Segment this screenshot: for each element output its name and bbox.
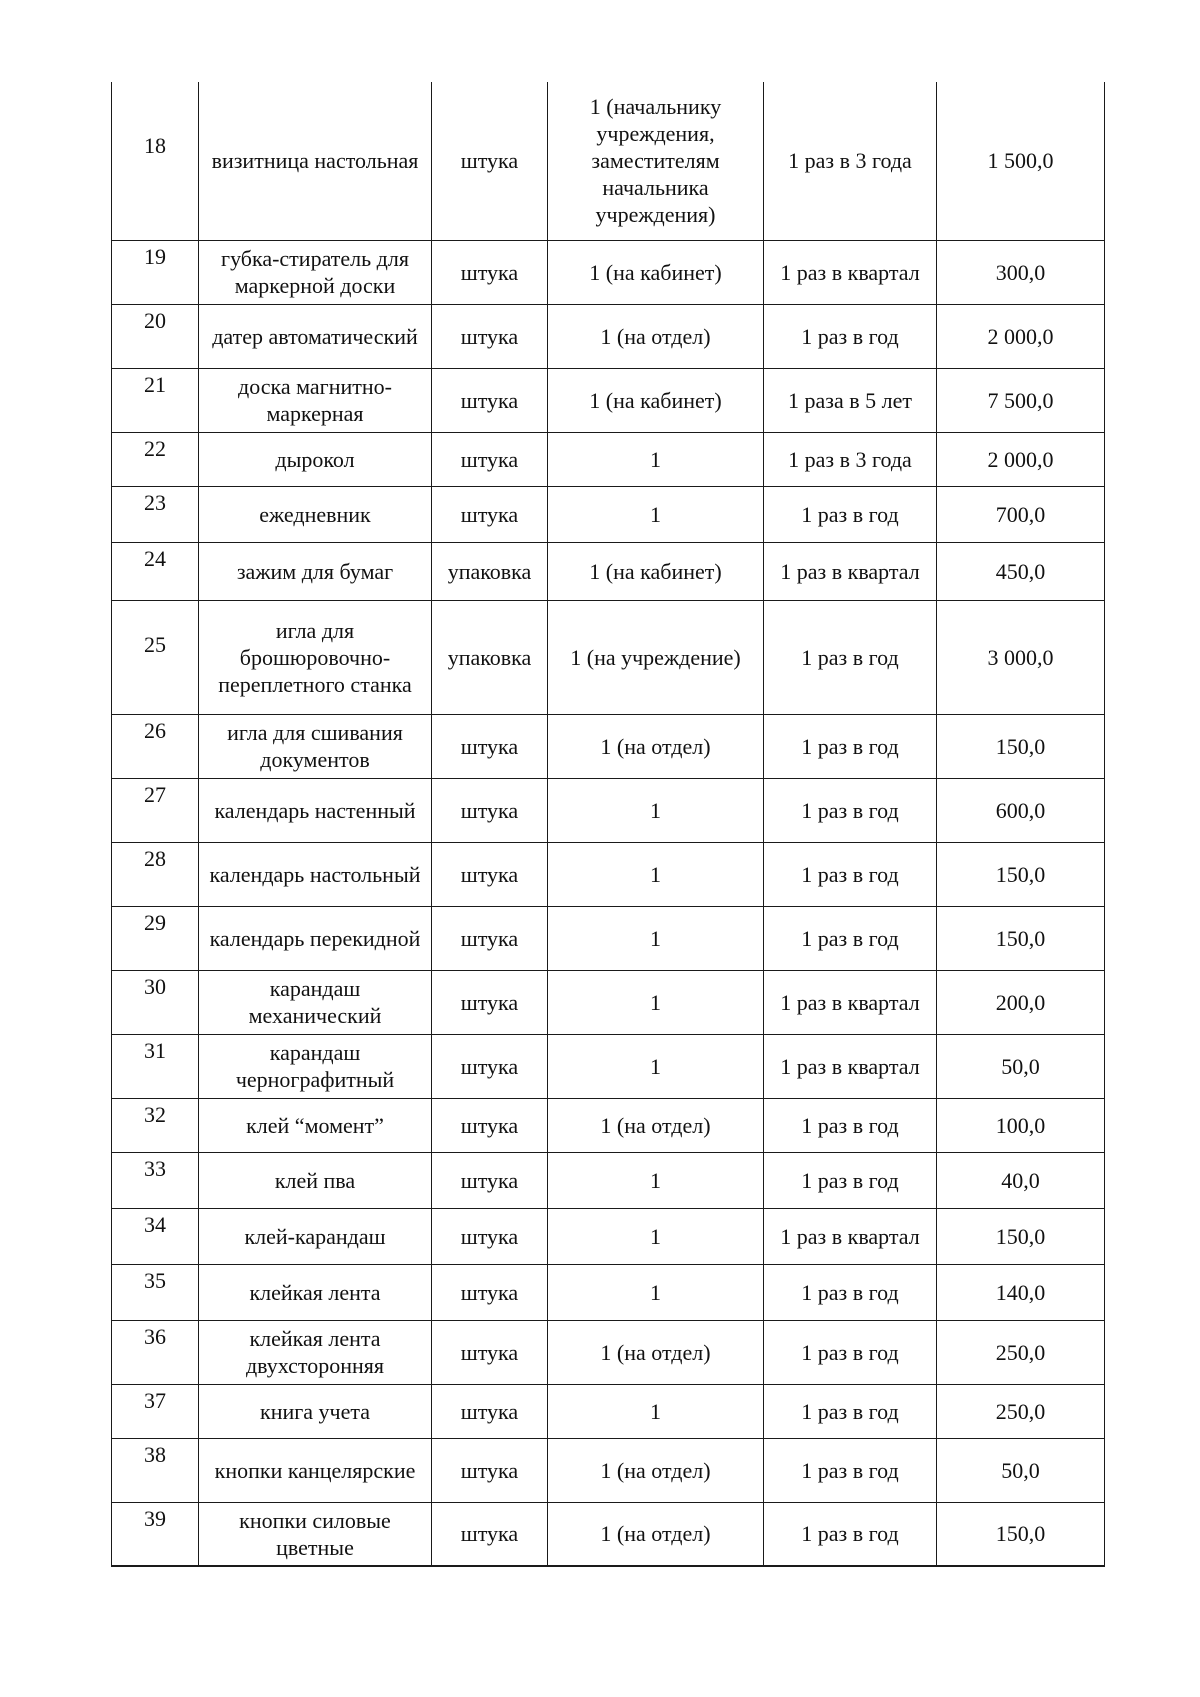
period-cell: 1 раз в год [764, 1098, 937, 1152]
table-row [112, 1034, 1105, 1098]
quantity-cell: 1 (на отдел) [548, 1320, 764, 1384]
quantity-cell: 1 (на кабинет) [548, 368, 764, 432]
price-cell: 140,0 [937, 1264, 1105, 1320]
table-row [112, 1384, 1105, 1438]
table-row [112, 486, 1105, 542]
period-cell: 1 раз в год [764, 1502, 937, 1566]
quantity-cell: 1 [548, 1264, 764, 1320]
table-row [112, 778, 1105, 842]
period-cell: 1 раз в год [764, 714, 937, 778]
price-cell: 150,0 [937, 714, 1105, 778]
item-name-cell: визитница настольная [199, 82, 432, 240]
unit-cell: штука [432, 842, 548, 906]
unit-cell: упаковка [432, 542, 548, 600]
period-cell: 1 раз в год [764, 304, 937, 368]
item-name-cell: датер автоматический [199, 304, 432, 368]
unit-cell: штука [432, 486, 548, 542]
price-cell: 700,0 [937, 486, 1105, 542]
item-number-cell: 37 [112, 1384, 199, 1438]
price-cell: 150,0 [937, 842, 1105, 906]
item-number-cell: 25 [112, 600, 199, 714]
item-number-cell: 29 [112, 906, 199, 970]
quantity-cell: 1 [548, 1208, 764, 1264]
item-name-cell: карандаш механический [199, 970, 432, 1034]
quantity-cell: 1 [548, 486, 764, 542]
unit-cell: штука [432, 368, 548, 432]
unit-cell: штука [432, 1320, 548, 1384]
item-number-cell: 32 [112, 1098, 199, 1152]
price-cell: 250,0 [937, 1384, 1105, 1438]
item-name-cell: зажим для бумаг [199, 542, 432, 600]
table-row [112, 1264, 1105, 1320]
unit-cell: штука [432, 1502, 548, 1566]
item-name-cell: книга учета [199, 1384, 432, 1438]
item-name-cell: игла для брошюровочно-переплетного станка [199, 600, 432, 714]
item-name-cell: клей “момент” [199, 1098, 432, 1152]
unit-cell: штука [432, 778, 548, 842]
item-name-cell: ежедневник [199, 486, 432, 542]
quantity-cell: 1 (на кабинет) [548, 542, 764, 600]
period-cell: 1 раз в квартал [764, 1034, 937, 1098]
item-number-cell: 34 [112, 1208, 199, 1264]
price-cell: 3 000,0 [937, 600, 1105, 714]
table-row [112, 82, 1105, 240]
price-cell: 600,0 [937, 778, 1105, 842]
unit-cell: штука [432, 1438, 548, 1502]
price-cell: 50,0 [937, 1438, 1105, 1502]
price-cell: 300,0 [937, 240, 1105, 304]
unit-cell: упаковка [432, 600, 548, 714]
item-name-cell: календарь настенный [199, 778, 432, 842]
unit-cell: штука [432, 240, 548, 304]
table-row [112, 842, 1105, 906]
table-row [112, 542, 1105, 600]
period-cell: 1 раз в квартал [764, 240, 937, 304]
item-name-cell: клей-карандаш [199, 1208, 432, 1264]
quantity-cell: 1 [548, 1384, 764, 1438]
period-cell: 1 раз в год [764, 842, 937, 906]
item-name-cell: доска магнитно-маркерная [199, 368, 432, 432]
period-cell: 1 раз в год [764, 1152, 937, 1208]
table-row [112, 1438, 1105, 1502]
quantity-cell: 1 [548, 432, 764, 486]
table-row [112, 304, 1105, 368]
price-cell: 2 000,0 [937, 304, 1105, 368]
table-row [112, 1320, 1105, 1384]
unit-cell: штука [432, 432, 548, 486]
quantity-cell: 1 (на кабинет) [548, 240, 764, 304]
norms-table [111, 82, 1105, 1567]
item-number-cell: 33 [112, 1152, 199, 1208]
item-number-cell: 27 [112, 778, 199, 842]
item-number-cell: 19 [112, 240, 199, 304]
item-name-cell: клейкая лента [199, 1264, 432, 1320]
period-cell: 1 раз в 3 года [764, 82, 937, 240]
item-number-cell: 22 [112, 432, 199, 486]
table-row [112, 906, 1105, 970]
quantity-cell: 1 (на отдел) [548, 1438, 764, 1502]
unit-cell: штука [432, 1384, 548, 1438]
unit-cell: штука [432, 1264, 548, 1320]
period-cell: 1 раз в год [764, 906, 937, 970]
table-row [112, 600, 1105, 714]
table-row [112, 240, 1105, 304]
quantity-cell: 1 (на отдел) [548, 304, 764, 368]
period-cell: 1 раз в год [764, 1384, 937, 1438]
item-number-cell: 18 [112, 82, 199, 240]
item-name-cell: клей пва [199, 1152, 432, 1208]
price-cell: 150,0 [937, 906, 1105, 970]
table-row [112, 1098, 1105, 1152]
item-number-cell: 28 [112, 842, 199, 906]
quantity-cell: 1 [548, 1034, 764, 1098]
item-name-cell: календарь перекидной [199, 906, 432, 970]
period-cell: 1 раз в год [764, 486, 937, 542]
unit-cell: штука [432, 1098, 548, 1152]
period-cell: 1 раз в год [764, 778, 937, 842]
price-cell: 1 500,0 [937, 82, 1105, 240]
unit-cell: штука [432, 82, 548, 240]
unit-cell: штука [432, 906, 548, 970]
period-cell: 1 раза в 5 лет [764, 368, 937, 432]
item-number-cell: 21 [112, 368, 199, 432]
unit-cell: штука [432, 970, 548, 1034]
period-cell: 1 раз в квартал [764, 970, 937, 1034]
period-cell: 1 раз в квартал [764, 1208, 937, 1264]
price-cell: 40,0 [937, 1152, 1105, 1208]
item-name-cell: губка-стиратель для маркерной доски [199, 240, 432, 304]
quantity-cell: 1 (на учреждение) [548, 600, 764, 714]
table-row [112, 1208, 1105, 1264]
price-cell: 50,0 [937, 1034, 1105, 1098]
quantity-cell: 1 (на отдел) [548, 1098, 764, 1152]
quantity-cell: 1 [548, 778, 764, 842]
period-cell: 1 раз в год [764, 600, 937, 714]
item-name-cell: кнопки силовые цветные [199, 1502, 432, 1566]
item-number-cell: 38 [112, 1438, 199, 1502]
item-number-cell: 31 [112, 1034, 199, 1098]
price-cell: 100,0 [937, 1098, 1105, 1152]
table-row [112, 1152, 1105, 1208]
table-row [112, 970, 1105, 1034]
unit-cell: штука [432, 304, 548, 368]
quantity-cell: 1 (на отдел) [548, 714, 764, 778]
item-number-cell: 36 [112, 1320, 199, 1384]
item-number-cell: 24 [112, 542, 199, 600]
quantity-cell: 1 [548, 906, 764, 970]
item-number-cell: 26 [112, 714, 199, 778]
quantity-cell: 1 (начальнику учреждения, заместителям начальника учреждения) [548, 82, 764, 240]
item-name-cell: кнопки канцелярские [199, 1438, 432, 1502]
item-number-cell: 30 [112, 970, 199, 1034]
quantity-cell: 1 [548, 1152, 764, 1208]
item-number-cell: 20 [112, 304, 199, 368]
table-row [112, 432, 1105, 486]
item-name-cell: игла для сшивания документов [199, 714, 432, 778]
price-cell: 2 000,0 [937, 432, 1105, 486]
unit-cell: штука [432, 1152, 548, 1208]
unit-cell: штука [432, 714, 548, 778]
item-number-cell: 39 [112, 1502, 199, 1566]
unit-cell: штука [432, 1034, 548, 1098]
quantity-cell: 1 [548, 970, 764, 1034]
price-cell: 450,0 [937, 542, 1105, 600]
item-name-cell: календарь настольный [199, 842, 432, 906]
item-name-cell: дырокол [199, 432, 432, 486]
unit-cell: штука [432, 1208, 548, 1264]
price-cell: 150,0 [937, 1502, 1105, 1566]
table-row [112, 1502, 1105, 1566]
price-cell: 150,0 [937, 1208, 1105, 1264]
item-number-cell: 23 [112, 486, 199, 542]
table-body [112, 82, 1105, 1566]
item-name-cell: клейкая лента двухсторонняя [199, 1320, 432, 1384]
period-cell: 1 раз в квартал [764, 542, 937, 600]
price-cell: 250,0 [937, 1320, 1105, 1384]
period-cell: 1 раз в 3 года [764, 432, 937, 486]
table-row [112, 714, 1105, 778]
table-row [112, 368, 1105, 432]
period-cell: 1 раз в год [764, 1320, 937, 1384]
period-cell: 1 раз в год [764, 1438, 937, 1502]
period-cell: 1 раз в год [764, 1264, 937, 1320]
quantity-cell: 1 (на отдел) [548, 1502, 764, 1566]
quantity-cell: 1 [548, 842, 764, 906]
item-name-cell: карандаш чернографитный [199, 1034, 432, 1098]
price-cell: 200,0 [937, 970, 1105, 1034]
price-cell: 7 500,0 [937, 368, 1105, 432]
item-number-cell: 35 [112, 1264, 199, 1320]
